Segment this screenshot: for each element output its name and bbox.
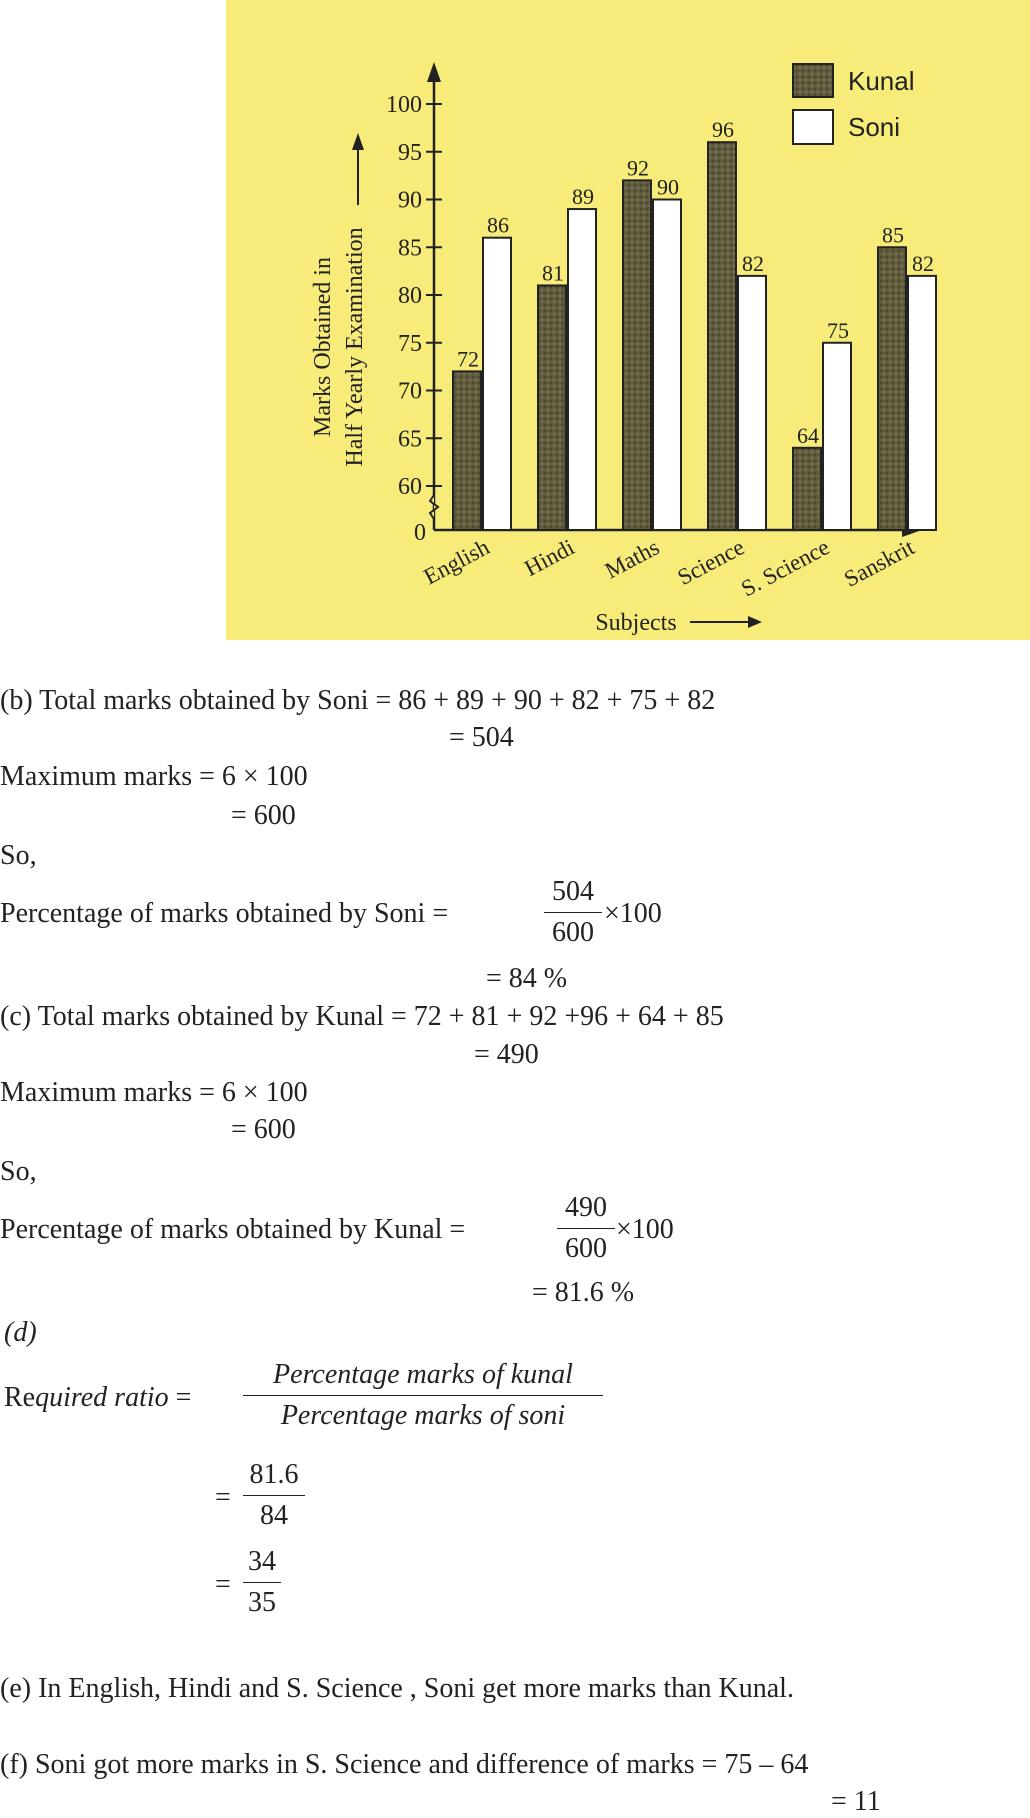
y-origin-label: 0 xyxy=(414,520,426,546)
bar-kunal xyxy=(538,285,566,530)
y-axis-title-line2: Half Yearly Examination xyxy=(342,227,368,467)
bar-soni xyxy=(908,276,936,530)
data-label-soni: 90 xyxy=(657,174,679,200)
bar-soni xyxy=(483,238,511,530)
c-max-line: Maximum marks = 6 × 100 xyxy=(0,1077,308,1108)
x-axis-title: Subjects xyxy=(595,610,677,636)
b-total-line: (b) Total marks obtained by Soni = 86 + 89 + 90 + 82 + 75 + 82 xyxy=(0,685,716,716)
bar-soni xyxy=(653,200,681,531)
c-total-result: = 490 xyxy=(474,1039,539,1070)
d-label: (d) xyxy=(4,1317,37,1348)
data-label-kunal: 96 xyxy=(712,117,734,143)
d-fraction xyxy=(243,1359,603,1432)
data-label-kunal: 64 xyxy=(797,422,819,448)
bar-kunal xyxy=(623,180,651,530)
x-tick-label: S. Science xyxy=(737,534,834,602)
c-pct-result: = 81.6 % xyxy=(532,1277,635,1308)
d-numerator: Percentage marks of kunal xyxy=(243,1359,603,1396)
y-axis-title-arrowhead xyxy=(352,133,364,150)
x-tick-label: Hindi xyxy=(520,534,579,582)
c-total-line: (c) Total marks obtained by Kunal = 72 + 81 + 92 +96 + 64 + 85 xyxy=(0,1001,724,1032)
x-axis-title-arrowhead xyxy=(748,616,762,628)
b-max-result: = 600 xyxy=(231,800,296,831)
bar-kunal xyxy=(708,142,736,530)
b-total-result: = 504 xyxy=(449,722,514,753)
y-tick-label: 90 xyxy=(398,187,422,214)
data-label-kunal: 92 xyxy=(627,155,649,181)
bar-kunal xyxy=(793,448,821,530)
x-tick-label: Sanskrit xyxy=(840,534,919,592)
y-tick-label: 70 xyxy=(398,378,422,405)
c-so: So, xyxy=(0,1156,37,1187)
bar-soni xyxy=(823,343,851,530)
b-pct-label: Percentage of marks obtained by Soni = xyxy=(0,898,449,929)
d-denominator2: 84 xyxy=(260,1500,288,1531)
legend-swatch-kunal xyxy=(793,64,833,97)
d-numerator2: 81.6 xyxy=(243,1459,305,1496)
bar-chart xyxy=(0,0,1030,640)
y-tick-label: 80 xyxy=(398,283,422,309)
x-tick-label: Maths xyxy=(600,534,664,584)
b-times: ×100 xyxy=(604,898,662,929)
bar-kunal xyxy=(878,247,906,530)
y-tick-label: 75 xyxy=(398,330,422,357)
y-axis-arrowhead xyxy=(427,62,441,82)
d-re: Re xyxy=(4,1382,36,1413)
d-eq3: = xyxy=(215,1569,231,1600)
y-tick-label: 95 xyxy=(398,139,422,166)
b-denominator: 600 xyxy=(552,917,594,948)
b-max-line: Maximum marks = 6 × 100 xyxy=(0,761,308,792)
e-text: (e) In English, Hindi and S. Science , Soni get more marks than Kunal. xyxy=(0,1673,794,1704)
data-label-kunal: 81 xyxy=(542,260,564,286)
c-pct-label: Percentage of marks obtained by Kunal = xyxy=(0,1214,466,1245)
data-label-kunal: 85 xyxy=(882,222,904,248)
data-label-soni: 82 xyxy=(742,250,764,276)
c-numerator: 490 xyxy=(557,1192,615,1229)
y-tick-label: 65 xyxy=(398,426,422,453)
legend-label-soni: Soni xyxy=(848,112,901,142)
x-tick-label: English xyxy=(419,534,494,590)
c-max-result: = 600 xyxy=(231,1114,296,1145)
d-numerator3: 34 xyxy=(243,1546,281,1583)
c-times: ×100 xyxy=(616,1214,674,1245)
d-fraction2 xyxy=(243,1459,305,1532)
y-axis-title-line1: Marks Obtained in xyxy=(310,257,336,437)
d-fraction3 xyxy=(243,1546,281,1619)
x-tick-label: Science xyxy=(673,534,749,590)
bar-soni xyxy=(568,209,596,530)
c-denominator: 600 xyxy=(565,1233,607,1264)
d-ratio-label xyxy=(4,1382,191,1414)
bar-soni xyxy=(738,276,766,530)
bar-kunal xyxy=(453,371,481,530)
data-label-kunal: 72 xyxy=(457,346,479,372)
data-label-soni: 86 xyxy=(487,212,509,238)
b-numerator: 504 xyxy=(544,876,602,913)
data-label-soni: 82 xyxy=(912,250,934,276)
d-quired: quired ratio xyxy=(35,1382,169,1413)
f-result: = 11 xyxy=(831,1786,881,1817)
legend-label-kunal: Kunal xyxy=(848,66,915,96)
d-eq2: = xyxy=(215,1482,231,1513)
data-label-soni: 89 xyxy=(572,184,594,210)
d-denominator: Percentage marks of soni xyxy=(280,1400,566,1431)
y-tick-label: 85 xyxy=(398,235,422,262)
b-so: So, xyxy=(0,840,37,871)
b-pct-result: = 84 % xyxy=(486,963,568,994)
data-label-soni: 75 xyxy=(827,317,849,343)
d-denominator3: 35 xyxy=(248,1587,276,1618)
axis-break-mark xyxy=(430,495,438,519)
legend-swatch-soni xyxy=(793,110,833,144)
b-fraction xyxy=(544,876,602,949)
c-fraction xyxy=(557,1192,615,1265)
y-tick-label: 60 xyxy=(398,474,422,500)
f-text: (f) Soni got more marks in S. Science and difference of marks = 75 – 64 xyxy=(0,1749,809,1780)
y-tick-label: 100 xyxy=(386,92,422,118)
d-eq: = xyxy=(175,1382,192,1413)
